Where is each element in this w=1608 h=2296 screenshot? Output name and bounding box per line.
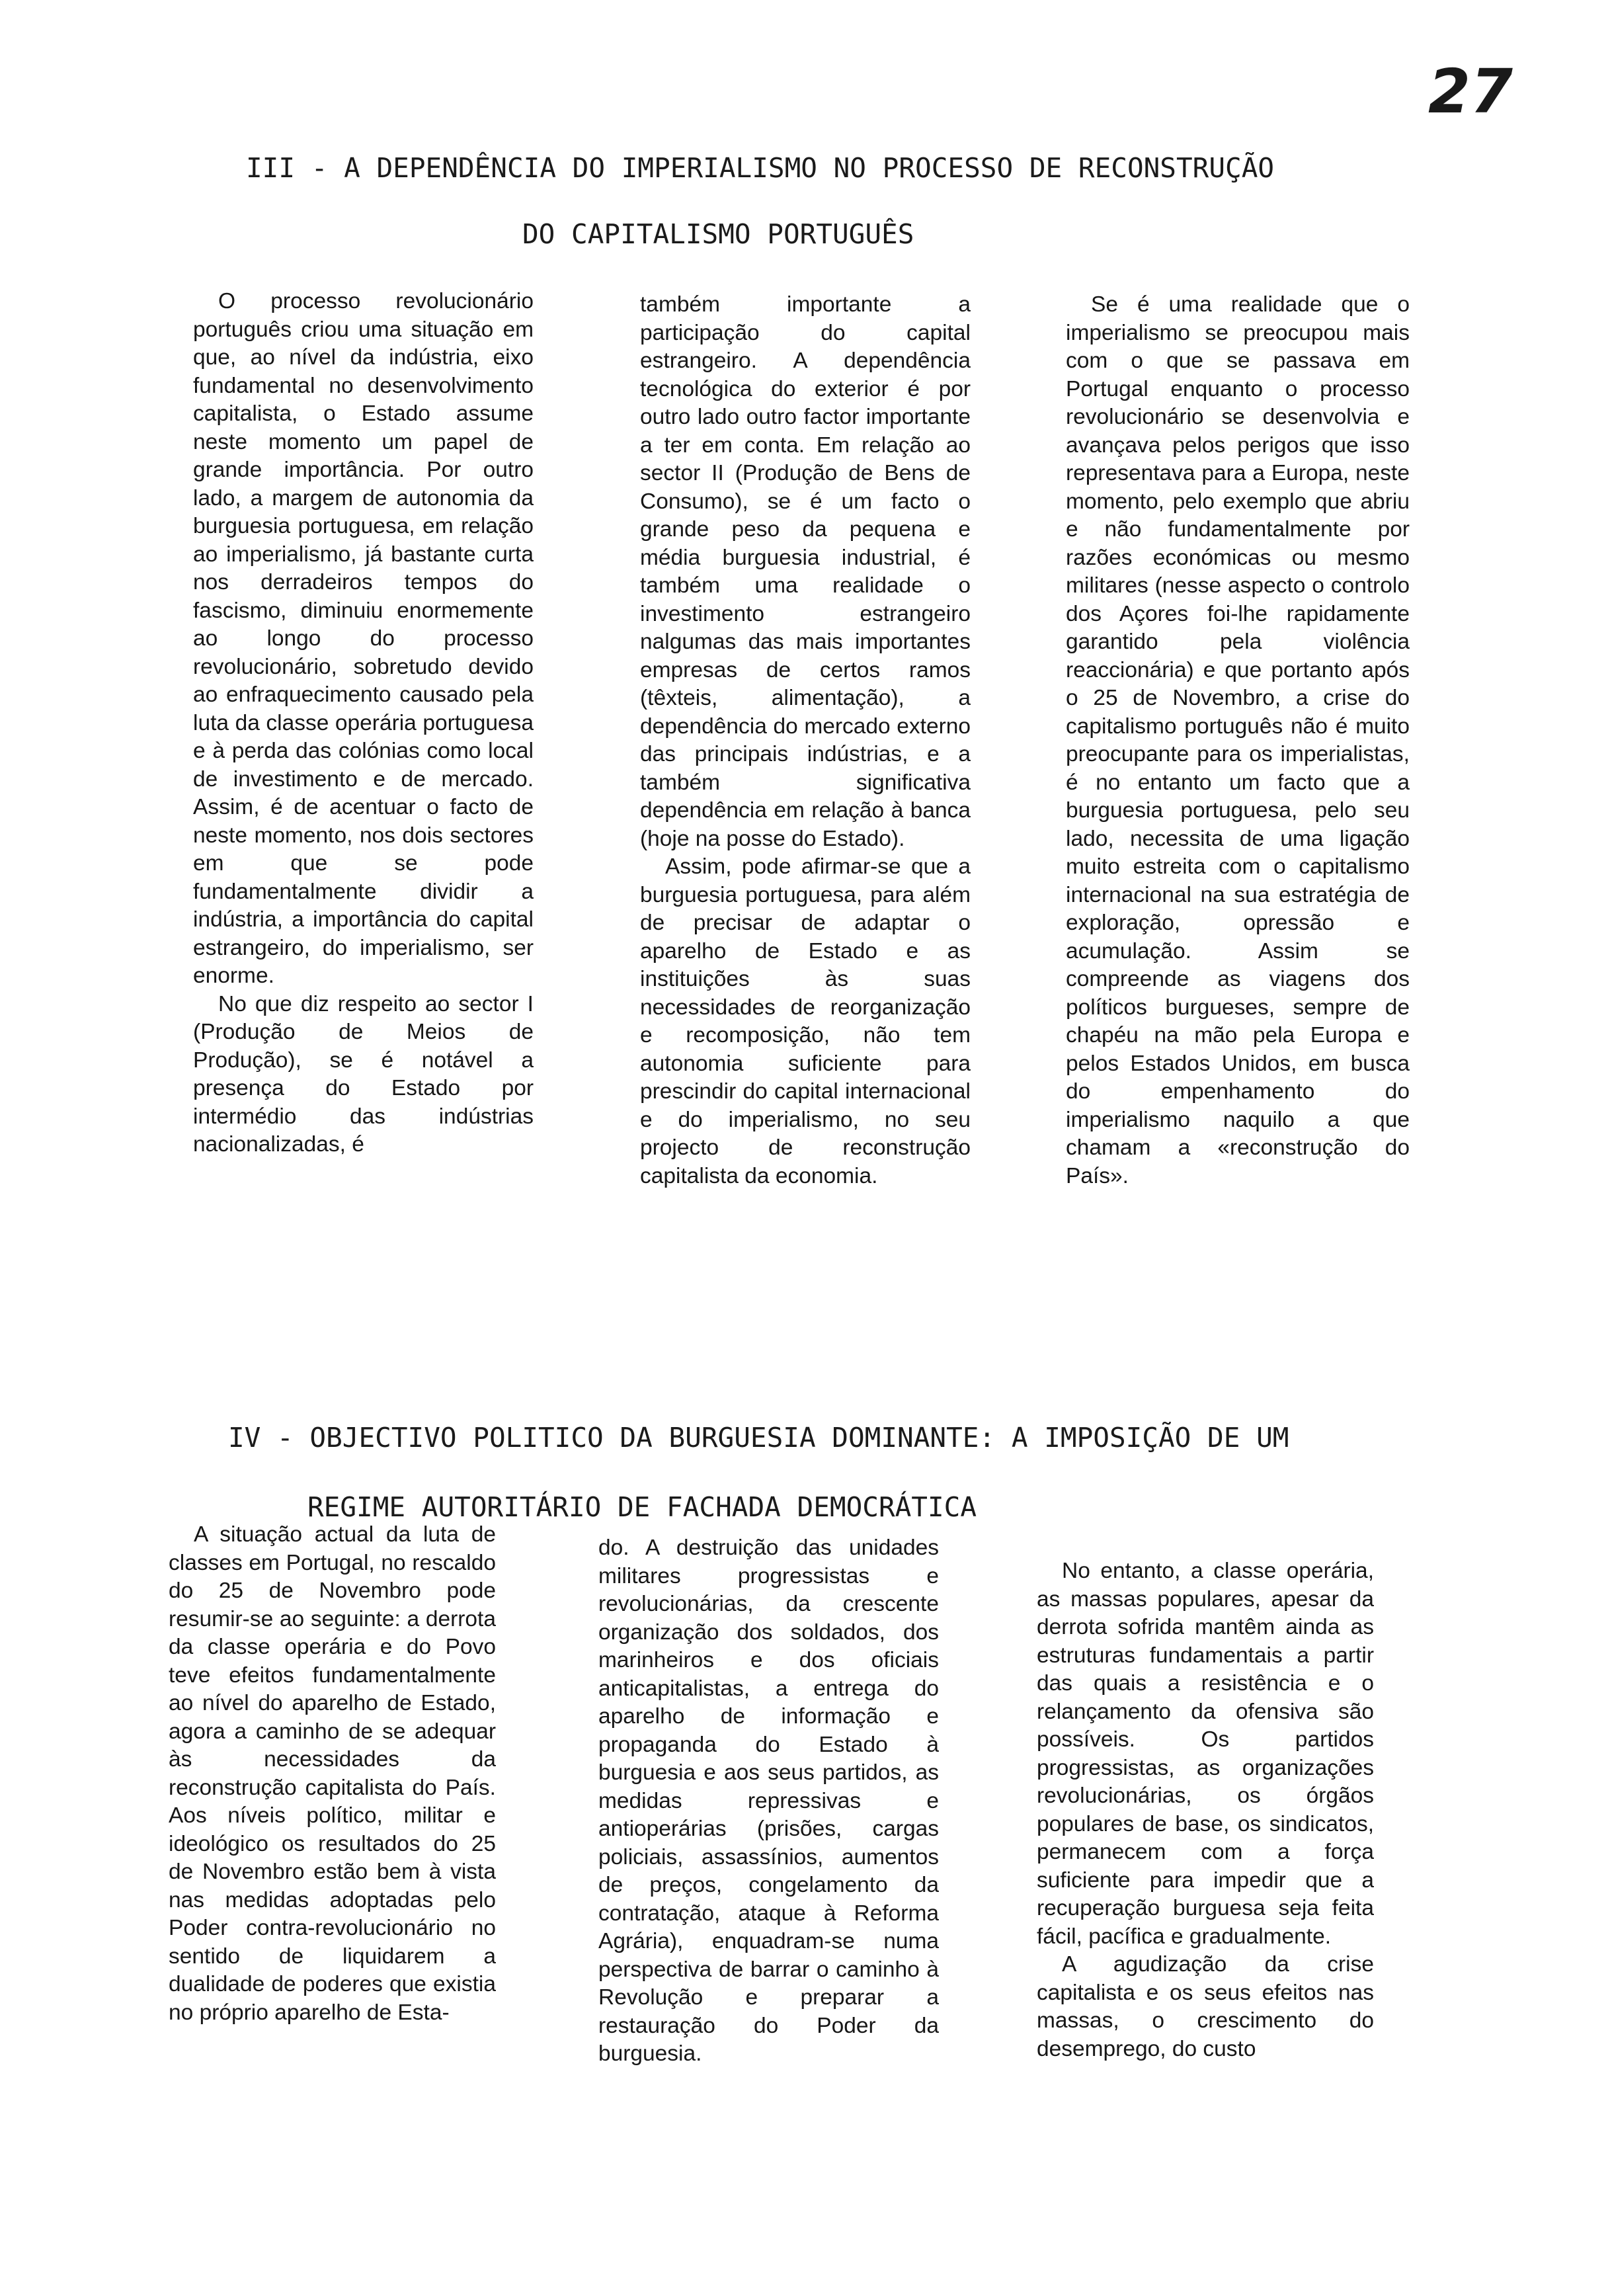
paragraph: do. A destruição das unidades militares progressistas e revolucionárias, da crescente organização dos soldados, dos marinheiros e dos oficiais anticapitalistas, a entrega do aparelho de informação e propaganda do Estado à burguesia e aos seus partidos, as medidas repressivas e antioperárias (prisões, cargas policiais, assassínios, aumentos de preços, congelamento da contratação, ataque à Reforma Agrária), enquadram-se numa perspectiva de barrar o caminho à Revolução e preparar a restauração do Poder da burguesia. [598,1536,939,2066]
paragraph: A situação actual da luta de classes em Portugal, no rescaldo do 25 de Novembro pode resumir-se ao seguinte: a derrota da classe operária e do Povo teve efeitos fundamentalmente ao nível do aparelho de Estado, agora a caminho de se adequar às necessidades da reconstrução capitalista do País. Aos níveis político, militar e ideológico os resultados do 25 de Novembro estão bem à vista nas medidas adoptadas pelo Poder contra-revolucionário no sentido de liquidarem a dualidade de poderes que existia no próprio aparelho de Esta- [169,1522,496,2025]
section-3-heading-line1: III - A DEPENDÊNCIA DO IMPERIALISMO NO PROCESSO DE RECONSTRUÇÃO [246,152,1275,184]
section-4-column-3 [1037,1557,1374,2063]
paragraph: O processo revolucionário português criou uma situação em que, ao nível da indústria, eixo fundamental no desenvolvimento capitalista, o Estado assume neste momento um papel de grande importância. Por outro lado, a margem de autonomia da burguesia portuguesa, em relação ao imperialismo, já bastante curta nos derradeiros tempos do fascismo, diminuiu enormemente ao longo do processo revolucionário, sobretudo devido ao enfraquecimento causado pela luta da classe operária portuguesa e à perda das colónias como local de investimento e de mercado. Assim, é de acentuar o facto de neste momento, nos dois sectores em que se pode fundamentalmente dividir a indústria, a importância do capital estrangeiro, do imperialismo, ser enorme. [193,289,534,988]
page-number: 27 [1428,56,1513,127]
section-4-column-2 [598,1534,939,2069]
paragraph: Assim, pode afirmar-se que a burguesia portuguesa, para além de precisar de adaptar o aparelho de Estado e as instituições às suas necessidades de reorganização e recomposição, não tem autonomia suficiente para prescindir do capital internacional e do imperialismo, no seu projecto de reconstrução capitalista da economia. [640,854,971,1188]
section-4-heading-line1: IV - OBJECTIVO POLITICO DA BURGUESIA DOMINANTE: A IMPOSIÇÃO DE UM [228,1422,1289,1454]
section-3-column-2 [640,291,971,1190]
paragraph: No que diz respeito ao sector I (Produção de Meios de Produção), se é notável a presença do Estado por intermédio das indústrias nacionalizadas, é [193,991,534,1157]
section-4-column-1 [169,1521,496,2027]
section-3-heading-line2: DO CAPITALISMO PORTUGUÊS [522,218,914,250]
paragraph: No entanto, a classe operária, as massas populares, apesar da derrota sofrida mantêm ainda as estruturas fundamentais a partir das quais a resistência e o relançamento da ofensiva são possíveis. Os partidos progressistas, as organizações revolucionárias, os órgãos populares de base, os sindicatos, permanecem com a força suficiente para impedir que a recuperação burguesa seja feita fácil, pacífica e gradualmente. [1037,1559,1374,1949]
paragraph: A agudização da crise capitalista e os seus efeitos nas massas, o crescimento do desemprego, do custo [1037,1952,1374,2061]
section-3-column-1 [193,288,534,1159]
paragraph: também importante a participação do capital estrangeiro. A dependência tecnológica do exterior é por outro lado outro factor importante a ter em conta. Em relação ao sector II (Produção de Bens de Consumo), se é um facto o grande peso da pequena e média burguesia industrial, é também uma realidade o investimento estrangeiro nalgumas das mais importantes empresas de certos ramos (têxteis, alimentação), a dependência do mercado externo das principais indústrias, e a também significativa dependência em relação à banca (hoje na posse do Estado). [640,292,971,851]
section-3-column-3 [1066,291,1410,1190]
paragraph: Se é uma realidade que o imperialismo se preocupou mais com o que se passava em Portugal enquanto o processo revolucionário se desenvolvia e avançava pelos perigos que isso representava para a Europa, neste momento, pelo exemplo que abriu e não fundamentalmente por razões económicas ou mesmo militares (nesse aspecto o controlo dos Açores foi-lhe rapidamente garantido pela violência reaccionária) e que portanto após o 25 de Novembro, a crise do capitalismo português não é muito preocupante para os imperialistas, é no entanto um facto que a burguesia portuguesa, pelo seu lado, necessita de uma ligação muito estreita com o capitalismo internacional na sua estratégia de exploração, opressão e acumulação. Assim se compreende as viagens dos políticos burgueses, sempre de chapéu na mão pela Europa e pelos Estados Unidos, em busca do empenhamento do imperialismo naquilo a que chamam a «reconstrução do País». [1066,292,1410,1188]
section-4-heading-line2: REGIME AUTORITÁRIO DE FACHADA DEMOCRÁTICA [307,1491,977,1523]
